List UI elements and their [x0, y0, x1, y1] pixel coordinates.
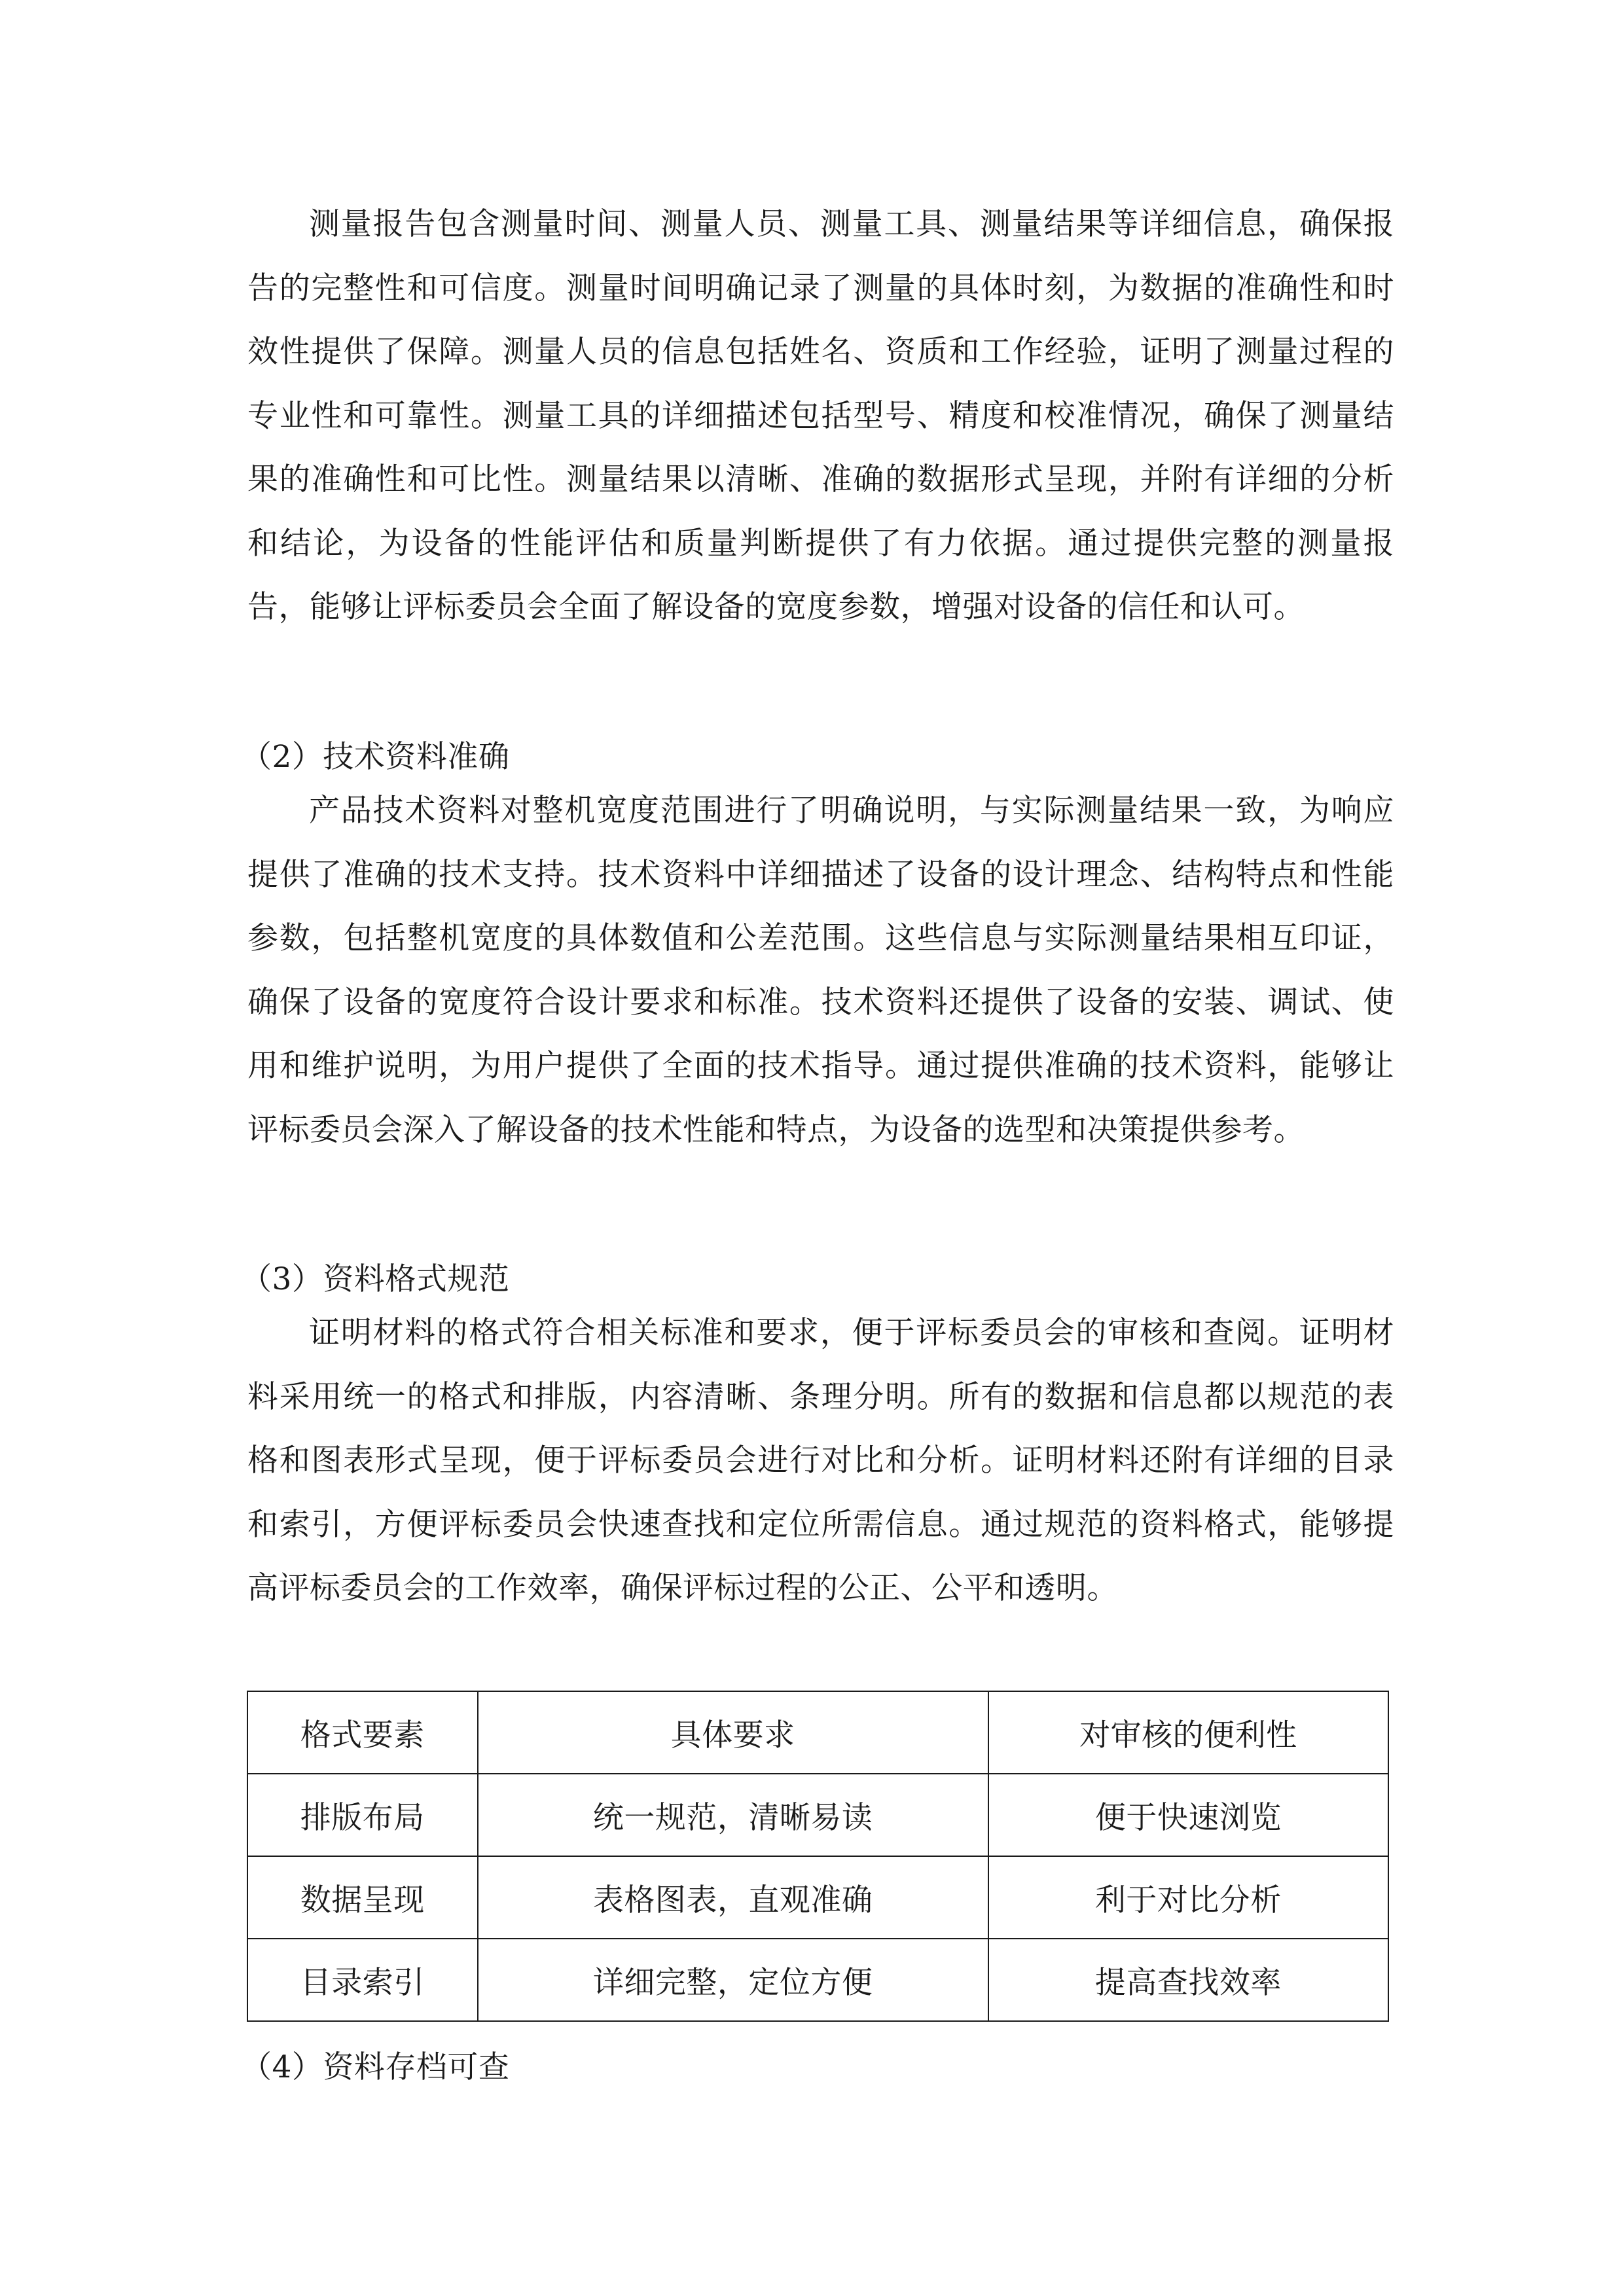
heading-format-standard: （3）资料格式规范: [241, 1261, 510, 1297]
paragraph-measurement-report: 测量报告包含测量时间、测量人员、测量工具、测量结果等详细信息，确保报告的完整性和可信度。测量时间明确记录了测量的具体时刻，为数据的准确性和时效性提供了保障。测量人员的信息包括姓名、资质和工作经验，证明了测量过程的专业性和可靠性。测量工具的详细描述包括型号、精度和校准情况，确保了测量结果的准确性和可比性。测量结果以清晰、准确的数据形式呈现，并附有详细的分析和结论，为设备的性能评估和质量判断提供了有力依据。通过提供完整的测量报告，能够让评标委员会全面了解设备的宽度参数，增强对设备的信任和认可。: [247, 206, 1394, 625]
table-cell: 目录索引: [247, 1939, 478, 2021]
table-header-cell: 具体要求: [478, 1691, 988, 1774]
table-cell: 详细完整，定位方便: [478, 1939, 988, 2021]
table-cell: 便于快速浏览: [988, 1774, 1388, 1856]
paragraph-format-standard: 证明材料的格式符合相关标准和要求，便于评标委员会的审核和查阅。证明材料采用统一的格式和排版，内容清晰、条理分明。所有的数据和信息都以规范的表格和图表形式呈现，便于评标委员会进行对比和分析。证明材料还附有详细的目录和索引，方便评标委员会快速查找和定位所需信息。通过规范的资料格式，能够提高评标委员会的工作效率，确保评标过程的公正、公平和透明。: [247, 1315, 1394, 1606]
table-cell: 数据呈现: [247, 1856, 478, 1939]
table-row: [247, 1774, 1388, 1856]
table-header-row: [247, 1691, 1388, 1774]
table-header-cell: 格式要素: [247, 1691, 478, 1774]
paragraph-technical-data: 产品技术资料对整机宽度范围进行了明确说明，与实际测量结果一致，为响应提供了准确的技术支持。技术资料中详细描述了设备的设计理念、结构特点和性能参数，包括整机宽度的具体数值和公差范围。这些信息与实际测量结果相互印证，确保了设备的宽度符合设计要求和标准。技术资料还提供了设备的安装、调试、使用和维护说明，为用户提供了全面的技术指导。通过提供准确的技术资料，能够让评标委员会深入了解设备的技术性能和特点，为设备的选型和决策提供参考。: [247, 793, 1394, 1148]
table-header-cell: 对审核的便利性: [988, 1691, 1388, 1774]
table-cell: 提高查找效率: [988, 1939, 1388, 2021]
table-cell: 统一规范，清晰易读: [478, 1774, 988, 1856]
table-cell: 利于对比分析: [988, 1856, 1388, 1939]
table-cell: 表格图表，直观准确: [478, 1856, 988, 1939]
table-cell: 排版布局: [247, 1774, 478, 1856]
table-row: [247, 1856, 1388, 1939]
format-requirements-table: [247, 1691, 1389, 2022]
heading-archive-searchable: （4）资料存档可查: [241, 2049, 510, 2085]
heading-technical-data-accurate: （2）技术资料准确: [241, 739, 510, 775]
table-row: [247, 1939, 1388, 2021]
